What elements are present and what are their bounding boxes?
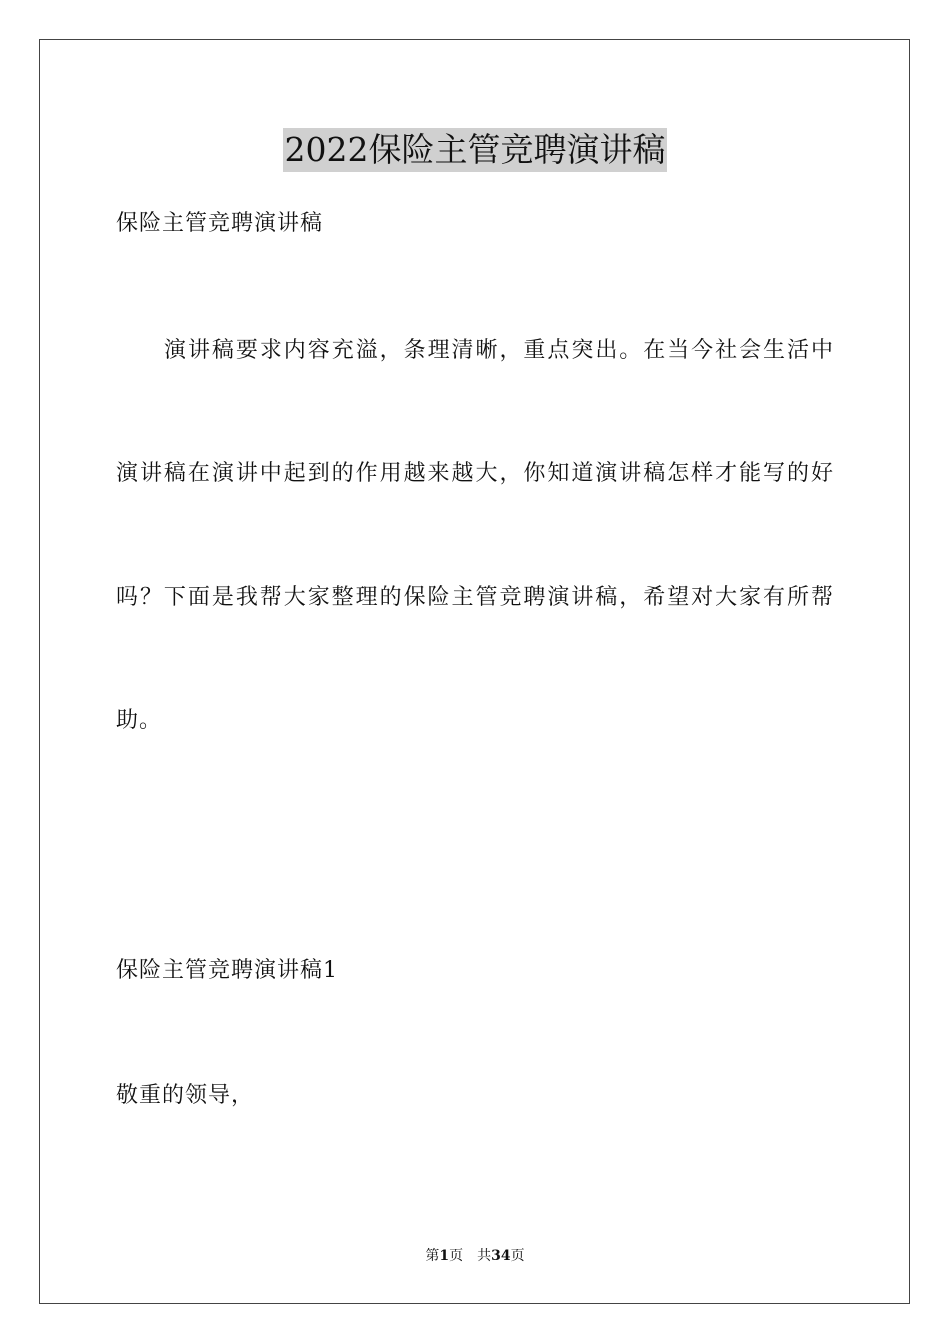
salutation: 敬重的领导， — [116, 1083, 255, 1108]
footer-page-number: 1 — [439, 1248, 450, 1264]
section-heading: 保险主管竞聘演讲稿1 — [116, 958, 338, 983]
footer-total-prefix: 共 — [477, 1248, 492, 1264]
footer-page-suffix: 页 — [449, 1248, 464, 1264]
title-container — [0, 128, 950, 172]
page-footer — [0, 1246, 950, 1266]
footer-total-pages: 34 — [491, 1248, 511, 1264]
footer-total-suffix: 页 — [510, 1248, 525, 1264]
intro-line-3: 吗？下面是我帮大家整理的保险主管竞聘演讲稿，希望对大家有所帮 — [116, 585, 834, 610]
intro-line-4: 助。 — [116, 708, 163, 733]
intro-line-2: 演讲稿在演讲中起到的作用越来越大，你知道演讲稿怎样才能写的好 — [116, 461, 834, 486]
intro-line-1: 演讲稿要求内容充溢，条理清晰，重点突出。在当今社会生活中 — [164, 338, 834, 363]
footer-page-prefix: 第 — [425, 1248, 440, 1264]
document-subtitle: 保险主管竞聘演讲稿 — [116, 211, 324, 236]
document-title: 2022保险主管竞聘演讲稿 — [283, 128, 668, 172]
